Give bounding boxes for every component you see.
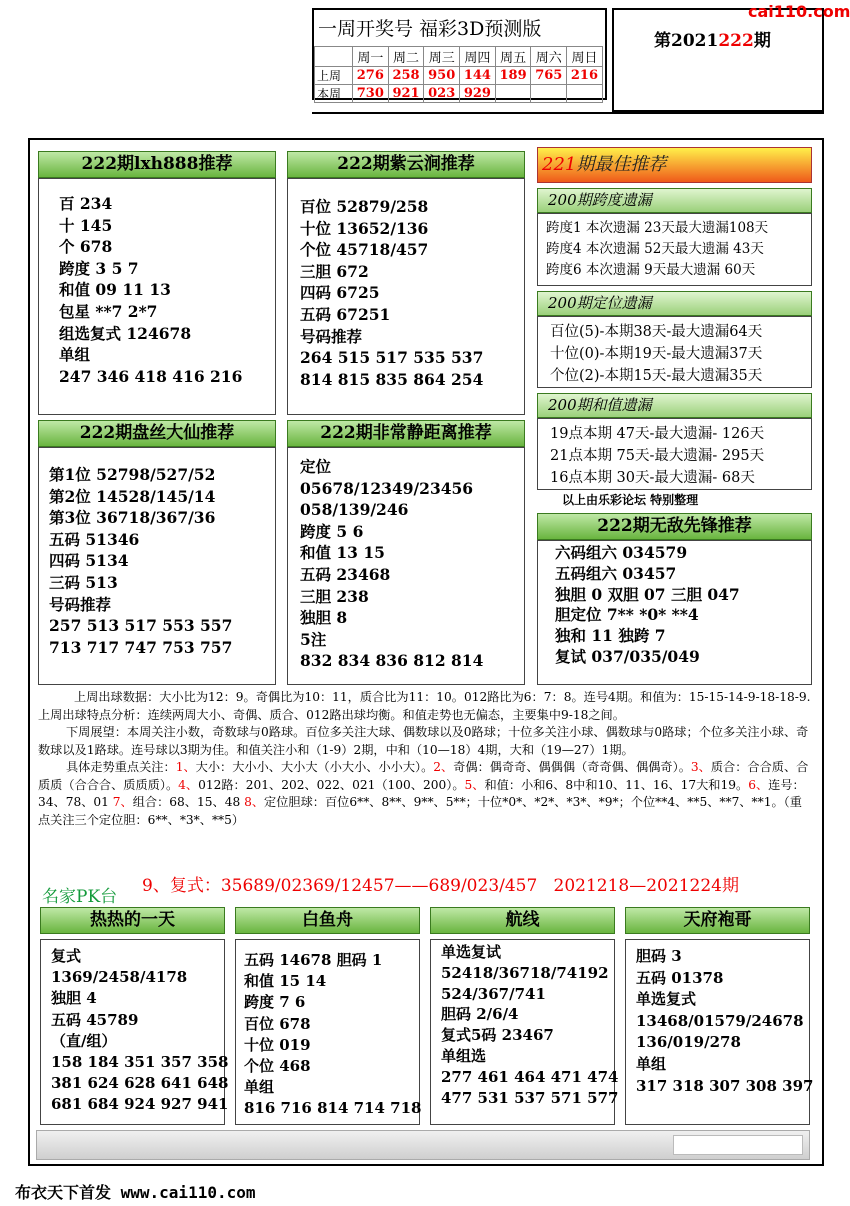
lxh-panel-title: 222期lxh888推荐 xyxy=(38,151,276,178)
panel-line: 第3位 36718/367/36 xyxy=(49,508,216,528)
panel-line: 13468/01579/24678 xyxy=(636,1011,804,1030)
panel-line: 单组 xyxy=(636,1054,667,1073)
panel-line: 复式5码 23467 xyxy=(441,1026,554,1045)
panel-line: 单组 xyxy=(244,1078,275,1097)
pk-panel-title: 白鱼舟 xyxy=(235,907,420,934)
panel-line: 五码 23468 xyxy=(300,564,391,584)
weekday-cell: 周一 xyxy=(353,47,389,67)
draw-number: 189 xyxy=(495,67,531,85)
panel-line: 胆定位 7** *0* **4 xyxy=(555,605,699,625)
panel-line: 136/019/278 xyxy=(636,1033,741,1052)
panel-line: 百位 678 xyxy=(244,1014,311,1033)
feichang-panel xyxy=(287,447,525,685)
pk-panel xyxy=(625,939,814,1125)
panel-line: 五码 51346 xyxy=(49,529,140,549)
panel-line: 跨度 5 6 xyxy=(300,521,364,541)
panel-line: 胆码 2/6/4 xyxy=(441,1005,519,1024)
panel-line: 和值 09 11 13 xyxy=(59,280,171,300)
panel-line: 独胆 8 xyxy=(300,608,348,628)
lxh-panel xyxy=(38,178,276,415)
panel-line: 058/139/246 xyxy=(300,500,409,520)
panel-line: 单组选 xyxy=(441,1046,487,1065)
panel-line: 单选复式 xyxy=(636,990,697,1009)
panel-line: 三胆 238 xyxy=(300,586,369,606)
pk-panel xyxy=(40,939,229,1125)
footer-text: 布衣天下首发 www.cai110.com xyxy=(15,1183,256,1202)
panel-line: 713 717 747 753 757 xyxy=(49,637,233,657)
analysis-paragraph: 上周出球数据：大小比为12：9。奇偶比为10：11，质合比为11：10。012路比为6：7：8。连号4期。和值为：15-15-14-9-18-18-9.上周出球特点分析：连续两周大小、奇偶、质合、012路出球均衡。和值走势也无偏态，主要集中9-18之间。 xyxy=(38,690,811,722)
draw-number xyxy=(531,85,567,103)
panel-line: 单选复试 xyxy=(441,943,502,961)
pk-panel-title: 天府袍哥 xyxy=(625,907,810,934)
panel-line: 681 684 924 927 941 xyxy=(51,1095,229,1114)
draw-number: 216 xyxy=(567,67,603,85)
panel-line: 832 834 836 812 814 xyxy=(300,651,484,671)
hezhi-line: 16点本期 30天-最大遗漏- 68天 xyxy=(550,470,755,486)
panel-line: 和值 15 14 xyxy=(244,972,327,991)
panel-line: 五码 01378 xyxy=(636,968,724,987)
panel-line: 十位 019 xyxy=(244,1035,311,1054)
dingwei-line: 个位(2)-本期15天-最大遗漏35天 xyxy=(550,368,763,384)
dingwei-line: 百位(5)-本期38天-最大遗漏64天 xyxy=(550,324,763,340)
pk-title: 名家PK台 xyxy=(42,887,118,907)
row-label: 本周 xyxy=(315,85,353,103)
panel-line: 跨度 7 6 xyxy=(244,993,306,1012)
panel-line: 包星 **7 2*7 xyxy=(59,301,158,321)
panel-line: 十位 13652/136 xyxy=(300,218,429,238)
pk-panel xyxy=(430,939,619,1125)
pansi-panel xyxy=(38,447,276,685)
panel-line: 组选复式 124678 xyxy=(59,323,192,343)
last-week-row xyxy=(315,67,603,85)
weekday-cell: 周日 xyxy=(567,47,603,67)
kuadu-line: 跨度1 本次遗漏 23天最大遗漏108天 xyxy=(546,220,769,236)
draw-number: 921 xyxy=(388,85,424,103)
panel-line: 百位 52879/258 xyxy=(300,197,429,216)
panel-line: 5注 xyxy=(300,629,327,649)
feichang-panel-title: 222期非常静距离推荐 xyxy=(287,420,525,447)
panel-line: 477 531 537 571 577 xyxy=(441,1088,619,1107)
wudi-panel-title: 222期无敌先锋推荐 xyxy=(537,513,812,540)
hezhi-line: 19点本期 47天-最大遗漏- 126天 xyxy=(550,426,765,442)
draw-number xyxy=(567,85,603,103)
pansi-panel-title: 222期盘丝大仙推荐 xyxy=(38,420,276,447)
draw-number: 950 xyxy=(424,67,460,85)
panel-line: 六码组六 034579 xyxy=(555,543,688,562)
weekly-draw-box xyxy=(312,8,607,100)
panel-line: 第1位 52798/527/52 xyxy=(49,465,216,484)
site-logo: cai110.com xyxy=(748,2,850,21)
weekday-cell: 周二 xyxy=(388,47,424,67)
panel-line: 十 145 xyxy=(59,215,113,235)
header-divider xyxy=(312,112,824,114)
draw-number: 258 xyxy=(388,67,424,85)
panel-line: 05678/12349/23456 xyxy=(300,478,474,498)
panel-line: 277 461 464 471 474 xyxy=(441,1067,619,1086)
issue-title: 第2021222期 xyxy=(654,31,771,51)
panel-line: 个 678 xyxy=(59,237,113,257)
fushi-line: 9、复式：35689/02369/12457——689/023/457 2021218—2021224期 xyxy=(142,876,739,896)
draw-number xyxy=(495,85,531,103)
dingwei-line: 十位(0)-本期19天-最大遗漏37天 xyxy=(550,346,763,362)
panel-line: 524/367/741 xyxy=(441,984,546,1003)
this-week-row xyxy=(315,85,603,103)
draw-number: 144 xyxy=(460,67,496,85)
panel-line: 247 346 418 416 216 xyxy=(59,366,243,386)
weekday-row xyxy=(315,47,603,67)
dingwei-panel xyxy=(537,316,812,388)
panel-line: 五码 67251 xyxy=(300,304,391,324)
hezhi-title: 200期和值遗漏 xyxy=(537,393,812,418)
panel-line: 个位 468 xyxy=(244,1057,311,1076)
weekday-cell: 周四 xyxy=(460,47,496,67)
panel-line: 52418/36718/74192 xyxy=(441,963,609,982)
panel-line: （直/组） xyxy=(51,1031,117,1050)
panel-line: 317 318 307 308 397 xyxy=(636,1076,814,1095)
pk-panel xyxy=(235,939,420,1125)
panel-line: 五码 45789 xyxy=(51,1010,139,1029)
panel-line: 和值 13 15 xyxy=(300,543,385,563)
draw-number: 730 xyxy=(353,85,389,103)
panel-line: 号码推荐 xyxy=(49,594,112,614)
credit-note: 以上由乐彩论坛 特别整理 xyxy=(562,493,699,507)
draw-number: 276 xyxy=(353,67,389,85)
panel-line: 五码 14678 胆码 1 xyxy=(244,951,383,969)
panel-line: 跨度 3 5 7 xyxy=(59,258,139,278)
panel-line: 381 624 628 641 648 xyxy=(51,1074,229,1093)
ziyun-panel-title: 222期紫云涧推荐 xyxy=(287,151,525,178)
panel-line: 单组 xyxy=(59,345,91,365)
panel-line: 独和 11 独跨 7 xyxy=(555,626,666,646)
kuadu-line: 跨度4 本次遗漏 52天最大遗漏 43天 xyxy=(546,241,764,257)
row-label: 上周 xyxy=(315,67,353,85)
draw-number: 023 xyxy=(424,85,460,103)
best-recommend-title: 221期最佳推荐 xyxy=(537,147,812,183)
panel-line: 五码组六 03457 xyxy=(555,563,677,583)
ziyun-panel xyxy=(287,178,525,415)
panel-line: 百 234 xyxy=(59,194,113,213)
pk-panel-title: 热热的一天 xyxy=(40,907,225,934)
panel-line: 第2位 14528/145/14 xyxy=(49,486,216,506)
kuadu-panel xyxy=(537,213,812,286)
hezhi-panel xyxy=(537,418,812,490)
kuadu-line: 跨度6 本次遗漏 9天最大遗漏 60天 xyxy=(546,262,756,278)
panel-line: 四码 6725 xyxy=(300,283,380,303)
panel-line: 个位 45718/457 xyxy=(300,240,429,260)
analysis-paragraph: 下周展望：本周关注小数，奇数球与0路球。百位多关注大球、偶数球以及0路球；十位多关注小球、偶数球与0路球；个位多关注小球、奇数球以及1路球。连号球以3期为佳。和值关注小和（1-9）2期，中和（10—18）4期，大和（19—27）1期。 xyxy=(38,725,809,757)
dingwei-title: 200期定位遗漏 xyxy=(537,291,812,316)
draw-number: 765 xyxy=(531,67,567,85)
wudi-panel xyxy=(537,540,812,685)
panel-line: 胆码 3 xyxy=(636,947,682,965)
panel-line: 158 184 351 357 358 xyxy=(51,1053,229,1072)
panel-line: 复试 037/035/049 xyxy=(555,646,700,666)
panel-line: 814 815 835 864 254 xyxy=(300,369,484,389)
panel-line: 三胆 672 xyxy=(300,261,369,281)
panel-line: 1369/2458/4178 xyxy=(51,968,188,987)
panel-line: 定位 xyxy=(300,457,332,476)
weekday-cell: 周五 xyxy=(495,47,531,67)
draw-number: 929 xyxy=(460,85,496,103)
weekday-cell: 周六 xyxy=(531,47,567,67)
panel-line: 264 515 517 535 537 xyxy=(300,348,484,368)
draw-table xyxy=(314,46,603,103)
pk-panel-title: 航线 xyxy=(430,907,615,934)
weekly-draw-title: 一周开奖号 福彩3D预测版 xyxy=(318,18,542,40)
issue-box xyxy=(612,8,824,112)
panel-line: 三码 513 xyxy=(49,572,118,592)
weekday-cell: 周三 xyxy=(424,47,460,67)
panel-line: 复式 xyxy=(51,947,82,965)
panel-line: 独胆 0 双胆 07 三胆 047 xyxy=(555,584,740,604)
bottom-bar xyxy=(36,1130,810,1160)
panel-line: 独胆 4 xyxy=(51,989,97,1008)
analysis-section xyxy=(38,689,814,829)
panel-line: 257 513 517 553 557 xyxy=(49,616,233,636)
kuadu-title: 200期跨度遗漏 xyxy=(537,188,812,213)
analysis-focus: 具体走势重点关注：1、大小：大小小、大小大（小大小、小小大）。2、奇偶：偶奇奇、偶偶偶（奇奇偶、偶偶奇）。3、质合：合合质、合质质（合合合、质质质）。4、012路：201、202、022、021（100、200）。5、和值：小和6、8中和10、11、16、17大和19。6、连号：34、78、01 7、组合：68、15、48 8、定位胆球：百位6**、8**、9**、5**；十位*0*、*2*、*3*、*9*；个位**4、**5、**7、**1。（重点关注三个定位胆：6**、*3*、**5） xyxy=(38,760,809,827)
panel-line: 号码推荐 xyxy=(300,326,363,346)
hezhi-line: 21点本期 75天-最大遗漏- 295天 xyxy=(550,448,765,464)
panel-line: 四码 5134 xyxy=(49,551,129,571)
panel-line: 816 716 814 714 718 xyxy=(244,1099,422,1118)
